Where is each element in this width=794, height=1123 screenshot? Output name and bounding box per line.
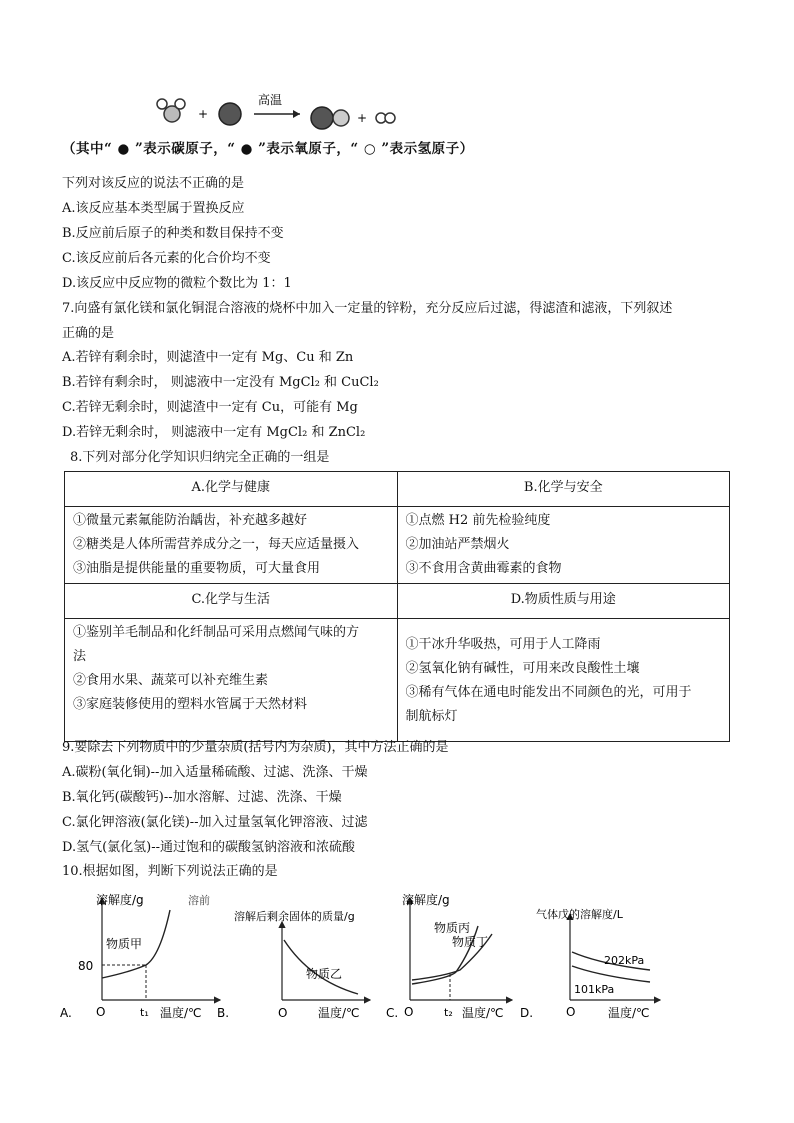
co-molecule-icon: [311, 107, 349, 129]
q8-b-item-1: ①点燃 H2 前先检验纯度: [405, 513, 551, 528]
chart-a-xtick: t₁: [140, 1006, 149, 1019]
q8-cell-d: [397, 619, 730, 742]
q6-option-b: B.反应前后原子的种类和数目保持不变: [62, 226, 284, 241]
chart-a-ylabel: 溶解度/g: [96, 893, 144, 907]
q6-option-d: D.该反应中反应物的微粒个数比为 1：1: [62, 276, 292, 291]
chart-a-curve-label: 物质甲: [106, 937, 143, 951]
chart-d-origin: O: [566, 1005, 576, 1019]
plus-sign-2: +: [357, 111, 368, 125]
q8-c-item-1a: ①鉴别羊毛制品和化纤制品可采用点燃闻气味的方: [73, 625, 360, 640]
chart-c-origin: O: [404, 1005, 414, 1019]
q8-a-item-1: ①微量元素氟能防治龋齿，补充越多越好: [73, 513, 308, 528]
q6-stem: 下列对该反应的说法不正确的是: [62, 176, 245, 191]
chart-a-corner: 溶前: [188, 894, 210, 907]
q8-table: [64, 471, 730, 742]
q8-stem: 8.下列对部分化学知识归纳完全正确的一组是: [70, 450, 330, 465]
q7-stem-line2: 正确的是: [62, 326, 115, 341]
chart-b-ylabel: 溶解后剩余固体的质量/g: [234, 910, 355, 923]
chart-b-origin: O: [278, 1006, 288, 1020]
q8-head-a: A.化学与健康: [65, 472, 398, 507]
option-b-label: B.: [217, 1006, 230, 1020]
plus-sign-1: +: [198, 107, 209, 121]
q8-b-item-3: ③不食用含黄曲霉素的食物: [405, 561, 562, 576]
q9-option-d: D.氢气(氯化氢)--通过饱和的碳酸氢钠溶液和浓硫酸: [62, 840, 356, 855]
chart-d: [520, 907, 660, 1020]
chart-d-curve1-label: 202kPa: [604, 954, 645, 967]
q8-head-d: D.物质性质与用途: [397, 584, 730, 619]
reaction-caption: （其中“ ● ”表示碳原子，“ ● ”表示氧原子，“ ○ ”表示氢原子）: [62, 141, 474, 157]
q9-stem: 9.要除去下列物质中的少量杂质(括号内为杂质)，其中方法正确的是: [62, 740, 449, 755]
q9-option-a: A.碳粉(氧化铜)--加入适量稀硫酸、过滤、洗涤、干燥: [62, 765, 368, 780]
q8-c-item-2: ②食用水果、蔬菜可以补充维生素: [73, 673, 269, 688]
water-molecule-icon: [157, 99, 185, 122]
q8-c-item-1b: 法: [73, 649, 87, 664]
chart-c: [386, 892, 512, 1020]
q8-cell-a: [65, 507, 398, 584]
chart-a-xlabel: 温度/℃: [160, 1006, 202, 1020]
chart-d-ylabel: 气体戊的溶解度/L: [536, 908, 623, 921]
chart-d-curve2-label: 101kPa: [574, 983, 615, 996]
q8-cell-b: [397, 507, 730, 584]
chart-d-xlabel: 温度/℃: [608, 1006, 650, 1020]
chart-b-xlabel: 温度/℃: [318, 1006, 360, 1020]
q8-d-item-2: ②氢氧化钠有碱性，可用来改良酸性土壤: [405, 661, 640, 676]
q8-a-item-3: ③油脂是提供能量的重要物质，可大量食用: [73, 561, 321, 576]
q8-head-c: C.化学与生活: [65, 584, 398, 619]
chart-c-curve1-label: 物质丙: [434, 921, 471, 935]
q8-d-item-1: ①干冰升华吸热，可用于人工降雨: [405, 637, 601, 652]
chart-b-curve-label: 物质乙: [306, 967, 343, 981]
chart-a-origin: O: [96, 1005, 106, 1019]
arrow-label: 高温: [258, 93, 283, 107]
option-a-label: A.: [60, 1006, 72, 1020]
q7-option-c: C.若锌无剩余时，则滤渣中一定有 Cu，可能有 Mg: [62, 400, 358, 415]
chart-c-ylabel: 溶解度/g: [402, 893, 450, 907]
chart-a: [60, 892, 220, 1020]
q7-stem-line1: 7.向盛有氯化镁和氯化铜混合溶液的烧杯中加入一定量的锌粉，充分反应后过滤，得滤渣和滤液，下列叙述: [62, 301, 673, 316]
q7-option-d: D.若锌无剩余时， 则滤液中一定有 MgCl₂ 和 ZnCl₂: [62, 425, 366, 440]
h2-molecule-icon: [376, 113, 395, 123]
q7-option-b: B.若锌有剩余时， 则滤液中一定没有 MgCl₂ 和 CuCl₂: [62, 375, 379, 390]
q8-b-item-2: ②加油站严禁烟火: [405, 537, 510, 552]
chart-c-xlabel: 温度/℃: [462, 1006, 504, 1020]
q7-option-a: A.若锌有剩余时，则滤渣中一定有 Mg、Cu 和 Zn: [62, 350, 354, 365]
q6-option-a: A.该反应基本类型属于置换反应: [62, 201, 245, 216]
reaction-diagram: [150, 92, 410, 136]
q8-d-item-3a: ③稀有气体在通电时能发出不同颜色的光，可用于: [405, 685, 692, 700]
q8-head-b: B.化学与安全: [397, 472, 730, 507]
q8-d-item-3b: 制航标灯: [405, 709, 458, 724]
carbon-atom-icon: [219, 103, 241, 125]
q8-cell-c: [65, 619, 398, 742]
option-d-label: D.: [520, 1006, 534, 1020]
q10-stem: 10.根据如图，判断下列说法正确的是: [62, 864, 278, 879]
q8-a-item-2: ②糖类是人体所需营养成分之一，每天应适量摄入: [73, 537, 360, 552]
q8-c-item-3: ③家庭装修使用的塑料水管属于天然材料: [73, 697, 308, 712]
chart-b: [217, 909, 370, 1020]
chart-c-xtick: t₂: [444, 1006, 453, 1019]
q10-charts: [60, 890, 740, 1030]
q9-option-b: B.氧化钙(碳酸钙)--加水溶解、过滤、洗涤、干燥: [62, 790, 342, 805]
q6-option-c: C.该反应前后各元素的化合价均不变: [62, 251, 271, 266]
q9-option-c: C.氯化钾溶液(氯化镁)--加入过量氢氧化钾溶液、过滤: [62, 815, 368, 830]
option-c-label: C.: [386, 1006, 399, 1020]
chart-a-yvalue: 80: [78, 959, 94, 973]
chart-c-curve2-label: 物质丁: [452, 935, 489, 949]
